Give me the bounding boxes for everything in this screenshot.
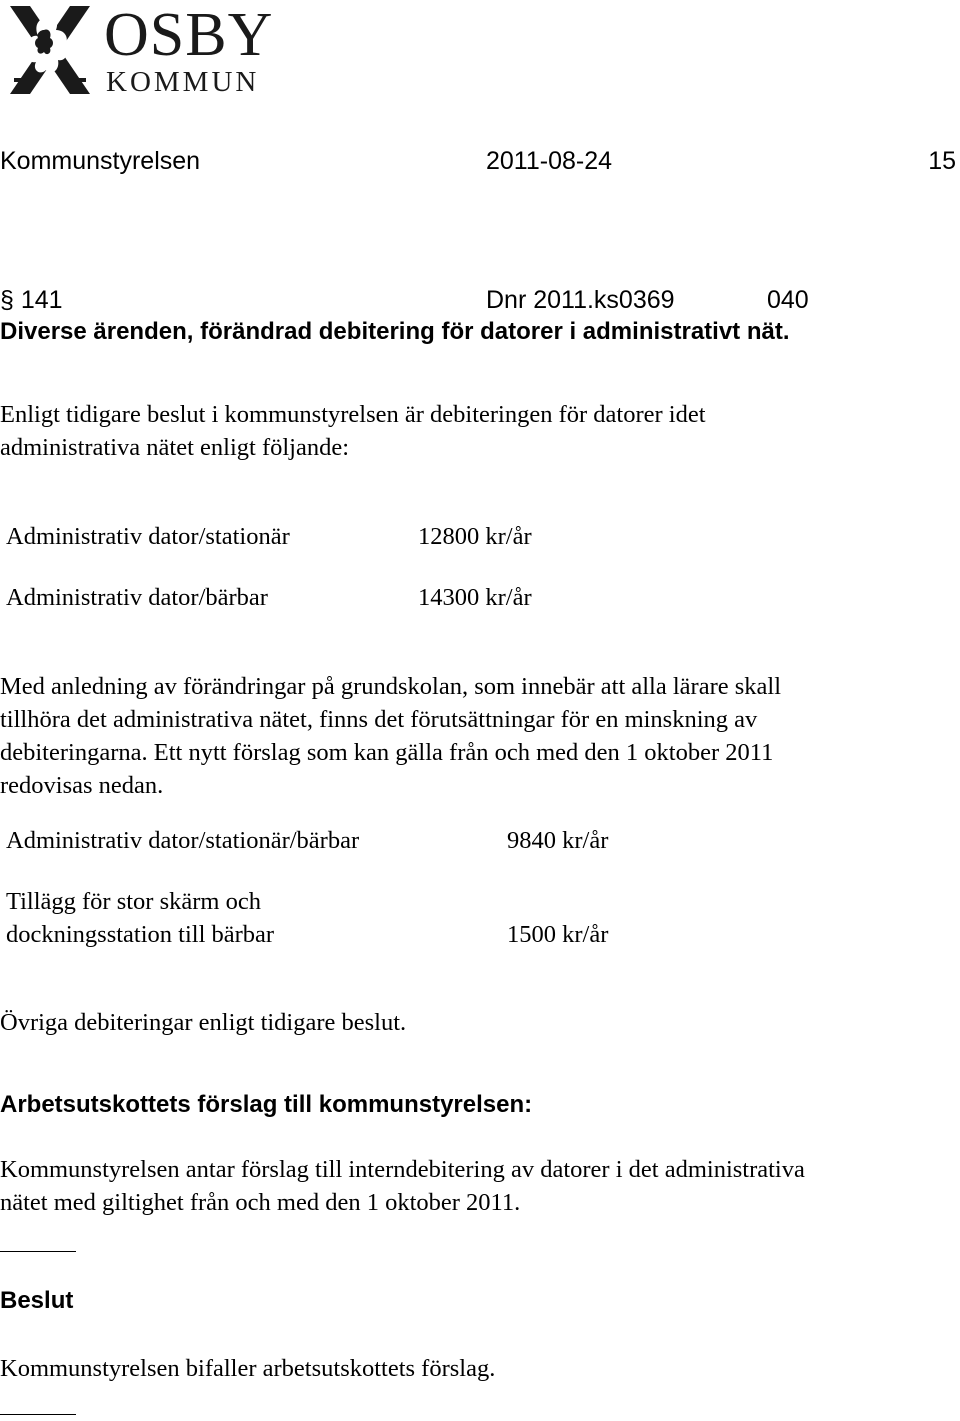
logo-wordmark: OSBY — [104, 1, 274, 69]
old-rate-label: Administrativ dator/stationär — [6, 523, 290, 550]
decision-text: Kommunstyrelsen bifaller arbetsutskottets förslag. — [0, 1355, 496, 1382]
section-dnr-code: 040 — [767, 286, 809, 314]
header-page-number: 15 — [928, 147, 956, 175]
new-rate-label-line: Tillägg för stor skärm och — [6, 888, 261, 915]
section-title: Diverse ärenden, förändrad debitering för datorer i administrativt nät. — [0, 318, 790, 345]
decision-heading: Beslut — [0, 1287, 74, 1314]
old-rate-label: Administrativ dator/bärbar — [6, 584, 268, 611]
new-rate-value: 9840 kr/år — [507, 827, 609, 854]
new-rate-label: Administrativ dator/stationär/bärbar — [6, 827, 360, 854]
proposal-line: Kommunstyrelsen antar förslag till interndebitering av datorer i det administrativa — [0, 1156, 805, 1183]
section-number: § 141 — [0, 286, 63, 314]
intro-line: Enligt tidigare beslut i kommunstyrelsen är debiteringen för datorer idet — [0, 401, 706, 428]
proposal-paragraph — [0, 1153, 960, 1219]
separator-rule — [0, 1251, 76, 1252]
change-line: redovisas nedan. — [0, 772, 164, 799]
change-paragraph — [0, 670, 960, 802]
osby-kommun-logo — [0, 0, 290, 100]
intro-line: administrativa nätet enligt följande: — [0, 434, 350, 461]
header-organ: Kommunstyrelsen — [0, 147, 201, 175]
osby-crest-icon — [0, 0, 100, 100]
logo-subtitle: KOMMUN — [106, 66, 260, 98]
new-rate-value: 1500 kr/år — [507, 921, 609, 948]
intro-paragraph — [0, 398, 960, 464]
proposal-line: nätet med giltighet från och med den 1 oktober 2011. — [0, 1189, 521, 1216]
old-rate-value: 12800 kr/år — [418, 523, 532, 550]
new-rate-label-line: dockningsstation till bärbar — [6, 921, 275, 948]
proposal-heading: Arbetsutskottets förslag till kommunstyrelsen: — [0, 1091, 533, 1118]
separator-rule — [0, 1414, 76, 1415]
change-line: debiteringarna. Ett nytt förslag som kan gälla från och med den 1 oktober 2011 — [0, 739, 774, 766]
section-dnr: Dnr 2011.ks0369 — [486, 286, 675, 314]
header-date: 2011-08-24 — [486, 147, 613, 175]
change-line: tillhöra det administrativa nätet, finns det förutsättningar för en minskning av — [0, 706, 758, 733]
change-line: Med anledning av förändringar på grundskolan, som innebär att alla lärare skall — [0, 673, 782, 700]
old-rate-value: 14300 kr/år — [418, 584, 532, 611]
other-charges-text: Övriga debiteringar enligt tidigare beslut. — [0, 1009, 407, 1036]
